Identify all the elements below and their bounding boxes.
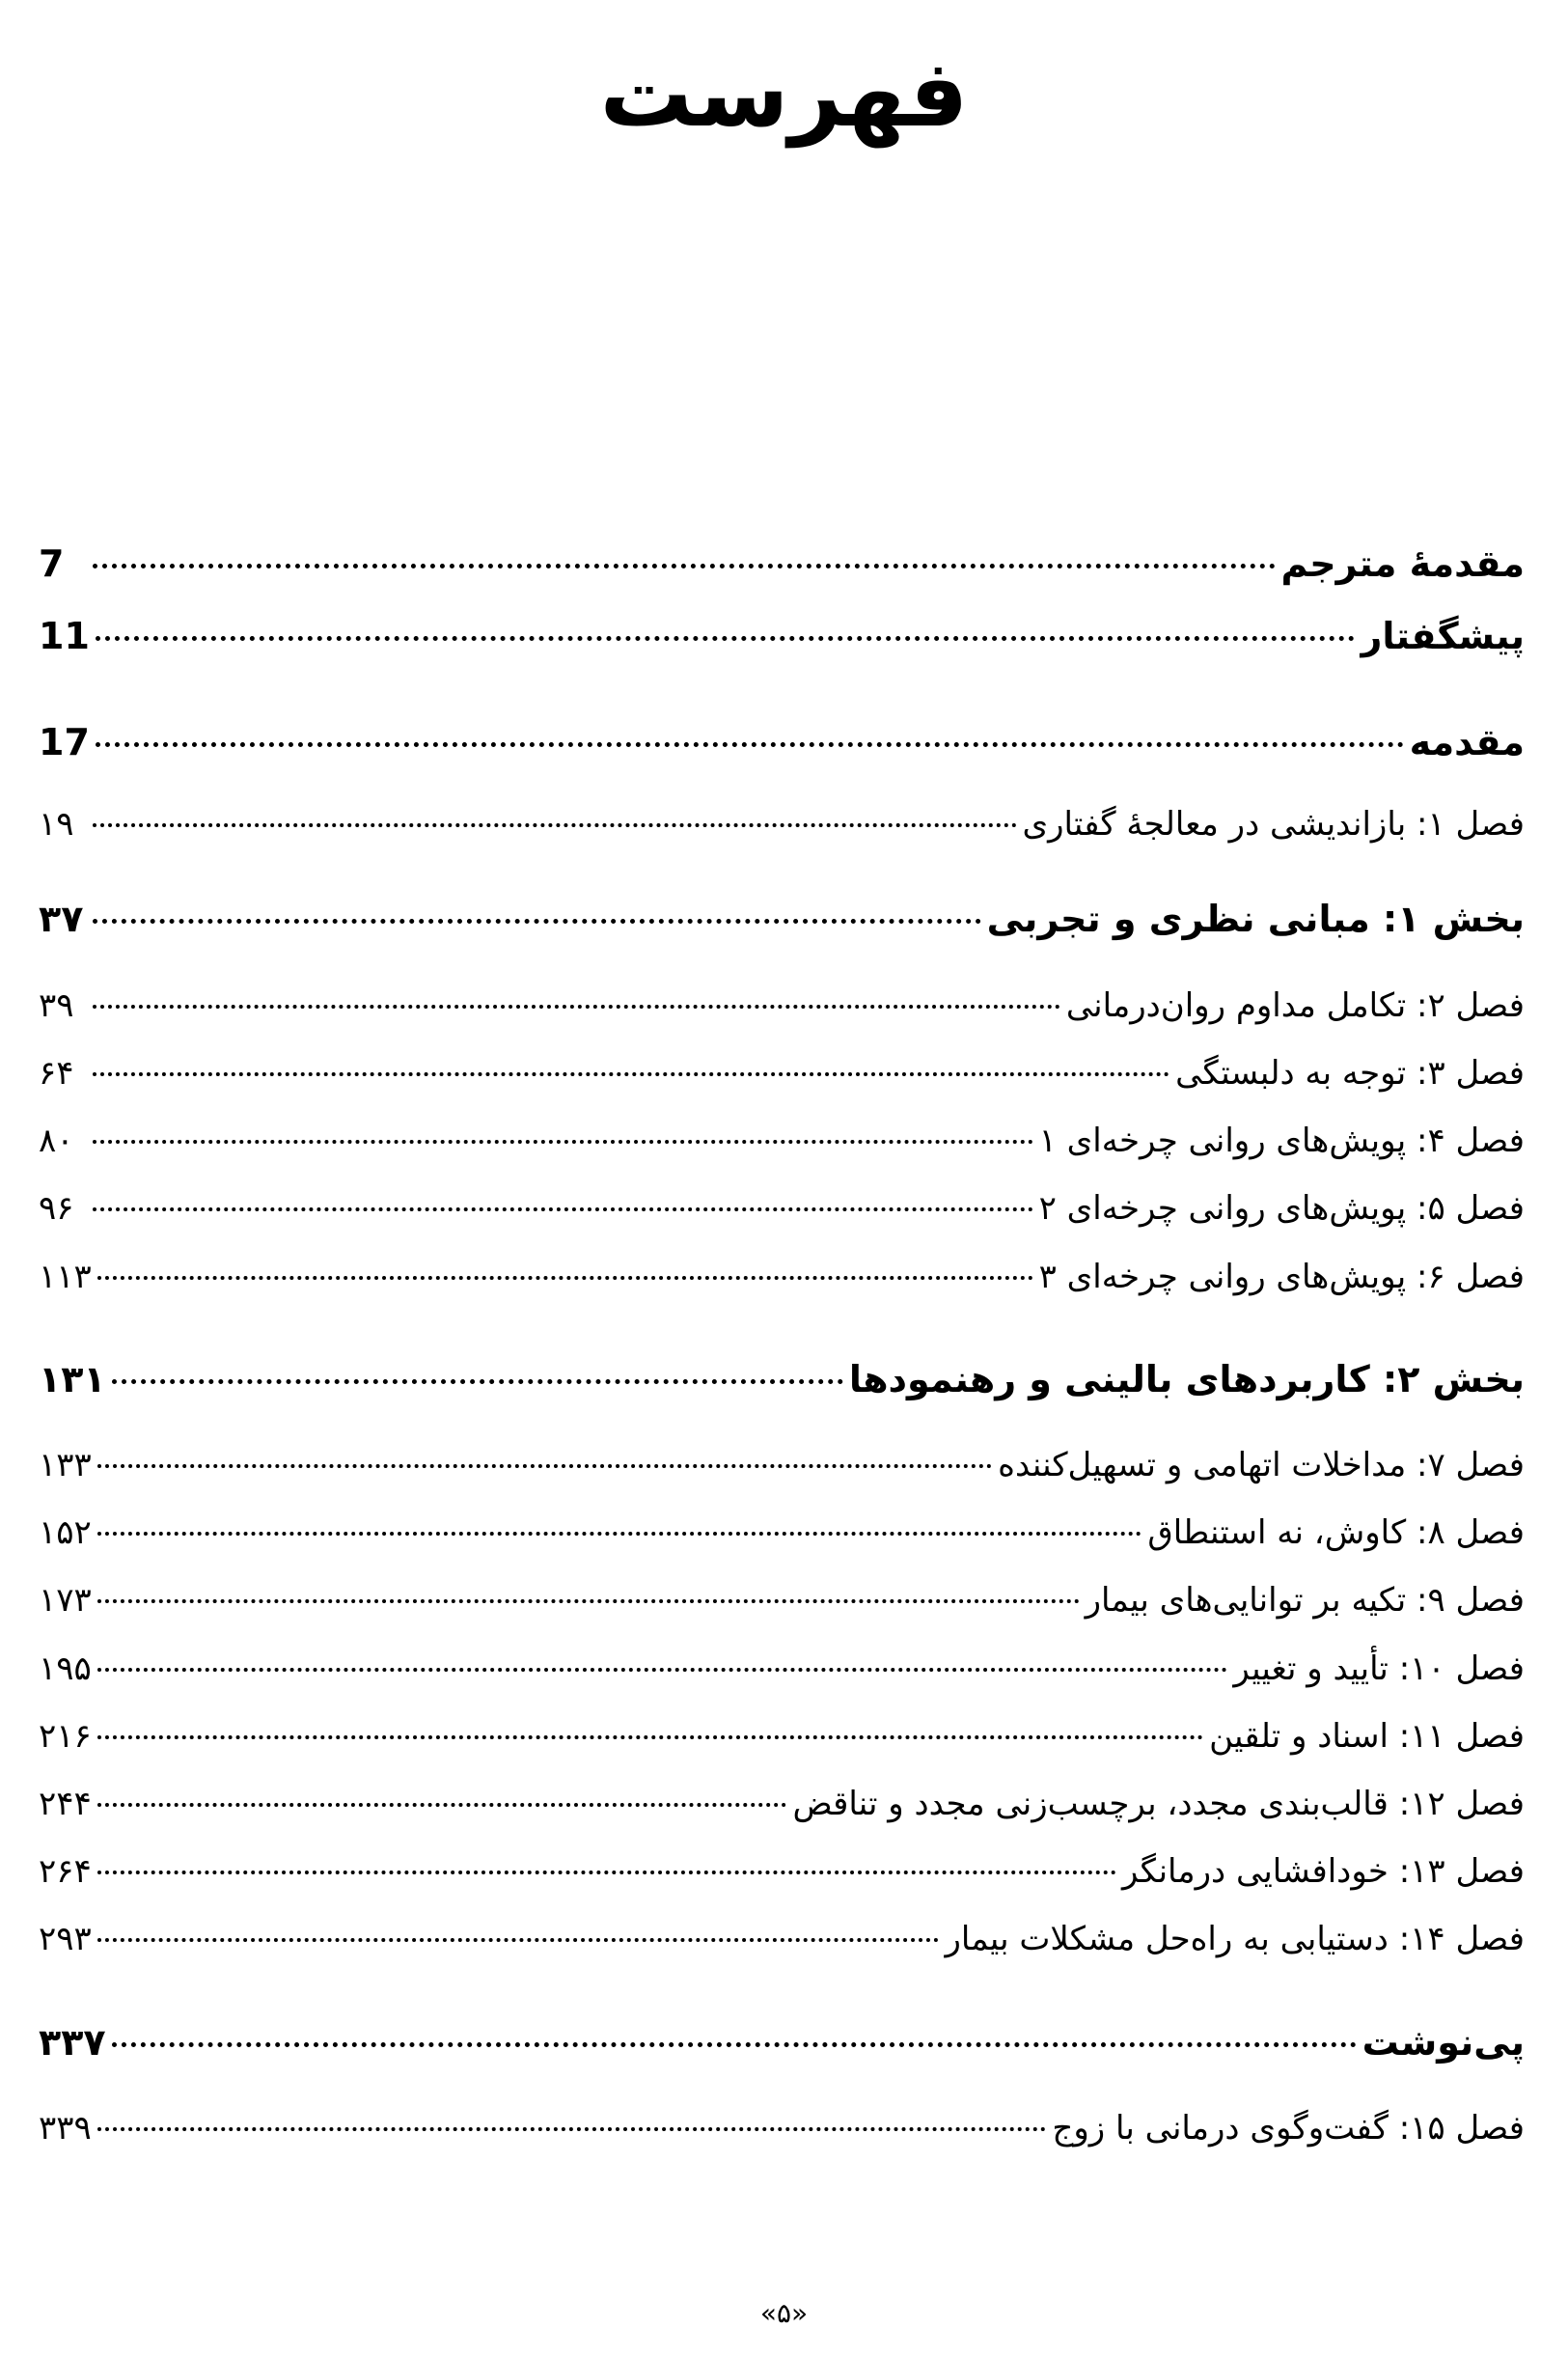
dot-leader — [112, 2042, 1357, 2047]
toc-entry-label: فصل ۱۱: اسناد و تلقین — [1209, 1716, 1525, 1756]
toc-entry — [39, 540, 1525, 588]
toc-entry-label: فصل ۱۵: گفت‌وگوی درمانی با زوج — [1052, 2108, 1525, 2148]
dot-leader — [97, 1668, 1228, 1672]
toc-entry — [39, 613, 1525, 660]
dot-leader — [93, 564, 1276, 568]
page-title: فهرست — [599, 40, 969, 148]
toc-entry — [39, 1120, 1525, 1162]
toc-entry-page: ۲۹۳ — [39, 1920, 92, 1959]
dot-leader — [93, 1005, 1060, 1009]
toc-entry-label: پیشگفتار — [1361, 615, 1525, 658]
dot-leader — [93, 823, 1017, 827]
toc-entry-page: ۳۳۹ — [39, 2108, 92, 2148]
toc-entry-page: ۲۴۴ — [39, 1785, 92, 1824]
toc-entry-label: مقدمه — [1409, 720, 1525, 763]
toc-entry — [39, 1918, 1525, 1960]
toc-entry-page: ۱۷۳ — [39, 1581, 92, 1621]
dot-leader — [97, 1871, 1116, 1874]
toc-entry-page: ۳۳۷ — [39, 2020, 106, 2064]
dot-leader — [97, 1735, 1203, 1739]
toc-entry — [39, 719, 1525, 766]
toc-entry-label: فصل ۷: مداخلات اتهامی و تسهیل‌کننده — [998, 1446, 1525, 1485]
toc-entry — [39, 1356, 1525, 1403]
dot-leader — [97, 1464, 992, 1468]
toc-entry-label: فصل ۴: پویش‌های روانی چرخه‌ای ۱ — [1038, 1122, 1525, 1161]
toc-entry — [39, 896, 1525, 943]
toc-entry-page: ۱۱۳ — [39, 1257, 92, 1296]
toc-entry-page: ۲۶۴ — [39, 1852, 92, 1892]
toc-entry-page: ۲۱۶ — [39, 1716, 92, 1756]
dot-leader — [97, 1532, 1142, 1536]
toc-entry-page: 17 — [39, 720, 90, 763]
toc-entry-label: فصل ۶: پویش‌های روانی چرخه‌ای ۳ — [1038, 1257, 1525, 1296]
toc-entry-label: فصل ۹: تکیه بر توانایی‌های بیمار — [1085, 1581, 1525, 1621]
toc-entry-page: ۱۹ — [39, 805, 74, 845]
toc-entry — [39, 1444, 1525, 1486]
dot-leader — [93, 1207, 1033, 1211]
toc-entry-page: ۹۶ — [39, 1189, 74, 1229]
toc-entry — [39, 1648, 1525, 1690]
toc-entry — [39, 1715, 1525, 1758]
dot-leader — [97, 1803, 787, 1807]
toc-entry-label: فصل ۱: بازاندیشی در معالجهٔ گفتاری — [1022, 805, 1525, 845]
toc-entry-label: بخش ۲: کاربردهای بالینی و رهنمودها — [848, 1357, 1525, 1400]
toc-entry-page: ۳۷ — [39, 898, 84, 941]
toc-entry — [39, 1511, 1525, 1554]
toc-entry-page: ۳۹ — [39, 985, 74, 1025]
toc-entry — [39, 1187, 1525, 1230]
toc-entry-label: فصل ۳: توجه به دلبستگی — [1175, 1053, 1525, 1093]
toc-entry-label: فصل ۱۴: دستیابی به راه‌حل مشکلات بیمار — [945, 1920, 1525, 1959]
toc-entry — [39, 1850, 1525, 1893]
toc-entry — [39, 984, 1525, 1027]
table-of-contents — [39, 540, 1525, 2149]
toc-entry — [39, 2019, 1525, 2066]
toc-entry-label: پی‌نوشت — [1362, 2020, 1525, 2064]
dot-leader — [97, 2127, 1047, 2131]
toc-entry-page: ۸۰ — [39, 1122, 74, 1161]
dot-leader — [97, 1938, 940, 1942]
toc-entry — [39, 2107, 1525, 2149]
toc-entry-label: مقدمهٔ مترجم — [1280, 542, 1525, 585]
dot-leader — [97, 1276, 1033, 1280]
toc-entry-label: فصل ۱۲: قالب‌بندی مجدد، برچسب‌زنی مجدد و تناقض — [792, 1785, 1525, 1824]
toc-entry — [39, 1783, 1525, 1825]
toc-entry-label: فصل ۸: کاوش، نه استنطاق — [1147, 1513, 1525, 1553]
dot-leader — [93, 1072, 1169, 1076]
toc-entry-label: فصل ۵: پویش‌های روانی چرخه‌ای ۲ — [1038, 1189, 1525, 1229]
toc-entry-label: فصل ۱۳: خودافشایی درمانگر — [1122, 1852, 1525, 1892]
toc-entry — [39, 1052, 1525, 1095]
toc-entry-label: بخش ۱: مبانی نظری و تجربی — [986, 898, 1525, 941]
dot-leader — [96, 636, 1356, 641]
toc-entry-page: ۱۹۵ — [39, 1649, 92, 1688]
toc-entry-page: ۶۴ — [39, 1053, 74, 1093]
dot-leader — [93, 919, 981, 924]
dot-leader — [96, 742, 1404, 747]
dot-leader — [93, 1140, 1033, 1144]
toc-entry-page: ۱۳۱ — [39, 1357, 106, 1400]
toc-entry-label: فصل ۱۰: تأیید و تغییر — [1233, 1649, 1525, 1688]
dot-leader — [112, 1379, 843, 1384]
toc-entry-label: فصل ۲: تکامل مداوم روان‌درمانی — [1065, 985, 1525, 1025]
toc-entry-page: 7 — [39, 542, 65, 585]
toc-entry-page: ۱۳۳ — [39, 1446, 92, 1485]
toc-entry-page: 11 — [39, 615, 90, 658]
toc-entry — [39, 1579, 1525, 1621]
dot-leader — [97, 1599, 1080, 1603]
toc-entry-page: ۱۵۲ — [39, 1513, 92, 1553]
toc-entry — [39, 1256, 1525, 1298]
page-number: «۵» — [759, 2297, 809, 2329]
toc-entry — [39, 803, 1525, 845]
